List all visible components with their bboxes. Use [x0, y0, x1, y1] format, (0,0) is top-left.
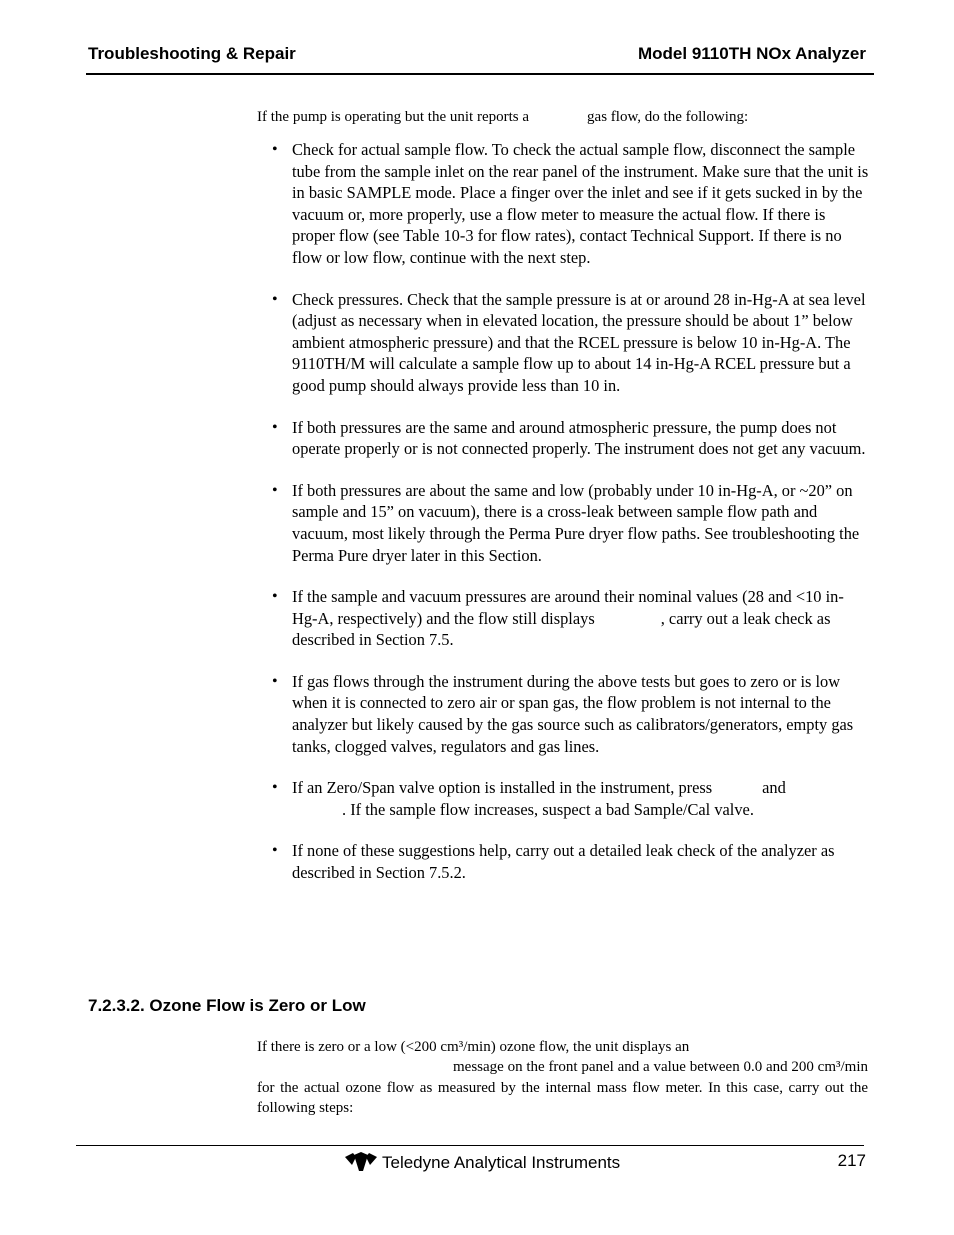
page-number: 217 [837, 1151, 866, 1170]
footer-company: Teledyne Analytical Instruments [382, 1153, 621, 1172]
page-header [88, 44, 866, 64]
list-item: • Check pressures. Check that the sample pressure is at or around 28 in-Hg-A at sea level (adjust as necessary when in elevated location, the pressure should be about 1” below ambient atmospheric pressure) and that the RCEL pressure is below 10 in-Hg-A. The 9110TH/M will calculate a sample flow up to about 14 in-Hg-A RCEL pressure but a good pump should always provide less than 10 in. [257, 289, 869, 397]
troubleshooting-list [257, 139, 869, 904]
list-item: • If both pressures are about the same and low (probably under 10 in-Hg-A, or ~20” on sample and 15” on vacuum), there is a cross-leak between sample flow path and vacuum, most likely through the Perma Pure dryer flow paths. See troubleshooting the Perma Pure dryer later in this Section. [257, 480, 869, 566]
page-footer [344, 1151, 866, 1173]
header-section-title: Troubleshooting & Repair [88, 44, 296, 63]
list-item: • If the sample and vacuum pressures are around their nominal values (28 and <10 in-Hg-A, respectively) and the flow still displays , carry out a leak check as described in Section 7.5. [257, 586, 869, 651]
header-model-title: Model 9110TH NOx Analyzer [637, 44, 866, 63]
teledyne-logo-icon [344, 1151, 378, 1173]
footer-rule [76, 1145, 864, 1146]
section-paragraph: If there is zero or a low (<200 cm³/min) ozone flow, the unit displays an message on the front panel and a value between 0.0 and 200 cm³/min for the actual ozone flow as measured by the internal mass flow meter. In this case, carry out the following steps: [257, 1039, 868, 1116]
intro-line [257, 109, 748, 126]
list-item: • If an Zero/Span valve option is installed in the instrument, press and . If the sample flow increases, suspect a bad Sample/Cal valve. [257, 777, 869, 820]
list-item: • If both pressures are the same and around atmospheric pressure, the pump does not operate properly or is not connected properly. The instrument does not get any vacuum. [257, 417, 869, 460]
intro-after: gas flow, do the following: [587, 109, 749, 125]
list-item: • If gas flows through the instrument during the above tests but goes to zero or is low when it is connected to zero air or span gas, the flow problem is not internal to the analyzer but likely caused by the gas source such as calibrators/generators, empty gas tanks, clogged valves, regulators and gas lines. [257, 671, 869, 757]
section-heading: 7.2.3.2. Ozone Flow is Zero or Low [88, 996, 366, 1015]
header-rule [86, 73, 874, 75]
intro-before: If the pump is operating but the unit reports a [257, 109, 530, 125]
list-item: • If none of these suggestions help, carry out a detailed leak check of the analyzer as described in Section 7.5.2. [257, 840, 869, 883]
list-item: • Check for actual sample flow. To check the actual sample flow, disconnect the sample tube from the sample inlet on the rear panel of the instrument. Make sure that the unit is in basic SAMPLE mode. Place a finger over the inlet and see if it gets sucked in by the vacuum or, more properly, use a flow meter to measure the actual flow. If there is proper flow (see Table 10-3 for flow rates), contact Technical Support. If there is no flow or low flow, continue with the next step. [257, 139, 869, 269]
